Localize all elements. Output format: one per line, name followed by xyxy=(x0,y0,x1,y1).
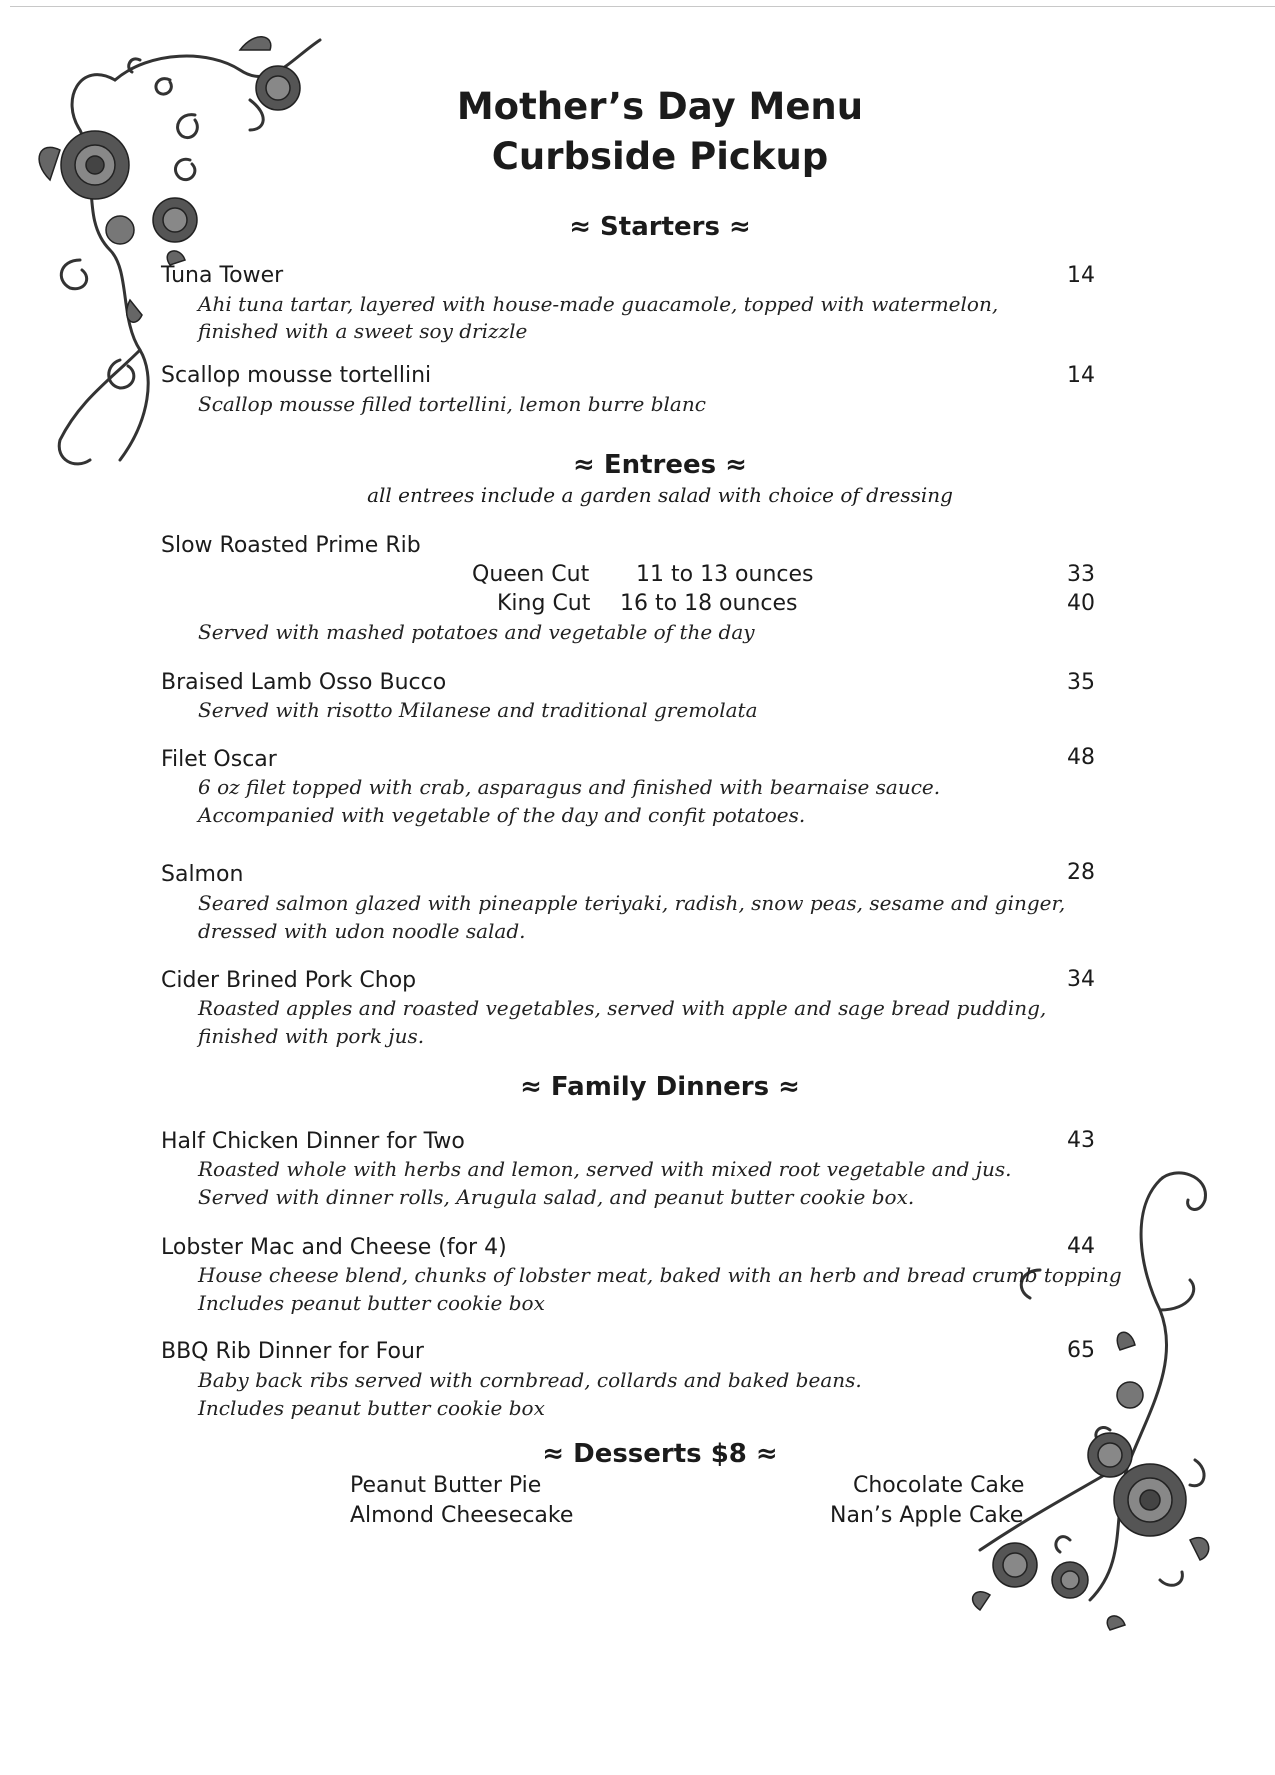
prime-rib-cut-size: 11 to 13 ounces xyxy=(636,562,814,587)
menu-item-name: BBQ Rib Dinner for Four xyxy=(161,1339,424,1364)
menu-item-price: 35 xyxy=(1067,670,1095,695)
menu-item-description: finished with a sweet soy drizzle xyxy=(198,319,528,343)
menu-item-description: Seared salmon glazed with pineapple teriyaki, radish, snow peas, sesame and ginger, xyxy=(198,891,1066,915)
dessert-item: Nan’s Apple Cake xyxy=(830,1503,1024,1528)
section-heading-family-dinners: ≈ Family Dinners ≈ xyxy=(520,1072,800,1102)
menu-item-price: 43 xyxy=(1067,1128,1095,1153)
menu-item-description: Roasted whole with herbs and lemon, served with mixed root vegetable and jus. xyxy=(198,1157,1012,1181)
floral-corner-bottom-right-icon xyxy=(960,1160,1240,1640)
section-heading-starters: ≈ Starters ≈ xyxy=(569,212,751,242)
prime-rib-cut-price: 33 xyxy=(1067,562,1095,587)
menu-item-description: Accompanied with vegetable of the day and confit potatoes. xyxy=(198,803,806,827)
menu-item-name: Lobster Mac and Cheese (for 4) xyxy=(161,1235,507,1260)
menu-item-description: Served with dinner rolls, Arugula salad, and peanut butter cookie box. xyxy=(198,1185,915,1209)
menu-item-price: 14 xyxy=(1067,263,1095,288)
page-top-line xyxy=(10,6,1275,7)
menu-item-price: 44 xyxy=(1067,1234,1095,1259)
menu-item-name: Scallop mousse tortellini xyxy=(161,363,432,388)
menu-item-price: 65 xyxy=(1067,1338,1095,1363)
page-title: Mother’s Day Menu xyxy=(456,85,864,128)
menu-item-name: Filet Oscar xyxy=(161,747,277,772)
prime-rib-cut-label: Queen Cut xyxy=(472,562,590,587)
prime-rib-cut-size: 16 to 18 ounces xyxy=(620,591,798,616)
menu-item-price: 28 xyxy=(1067,860,1095,885)
menu-item-description: Ahi tuna tartar, layered with house-made guacamole, topped with watermelon, xyxy=(198,292,999,316)
menu-item-description: Baby back ribs served with cornbread, collards and baked beans. xyxy=(198,1368,862,1392)
menu-item-price: 14 xyxy=(1067,363,1095,388)
prime-rib-cut-label: King Cut xyxy=(497,591,591,616)
menu-item-description: Served with risotto Milanese and traditional gremolata xyxy=(198,698,758,722)
menu-item-name: Half Chicken Dinner for Two xyxy=(161,1129,465,1154)
menu-item-name: Tuna Tower xyxy=(161,263,284,288)
menu-item-name: Cider Brined Pork Chop xyxy=(161,968,417,993)
menu-item-description: dressed with udon noodle salad. xyxy=(198,919,526,943)
section-heading-desserts: ≈ Desserts $8 ≈ xyxy=(542,1439,778,1469)
menu-item-name: Slow Roasted Prime Rib xyxy=(161,533,421,558)
menu-item-description: House cheese blend, chunks of lobster meat, baked with an herb and bread crumb topping xyxy=(198,1263,1122,1287)
menu-item-description: Scallop mousse filled tortellini, lemon burre blanc xyxy=(198,392,706,416)
dessert-item: Chocolate Cake xyxy=(853,1473,1025,1498)
entrees-note: all entrees include a garden salad with choice of dressing xyxy=(367,483,953,507)
menu-item-description: Includes peanut butter cookie box xyxy=(198,1396,545,1420)
dessert-item: Almond Cheesecake xyxy=(350,1503,574,1528)
menu-item-price: 34 xyxy=(1067,967,1095,992)
dessert-item: Peanut Butter Pie xyxy=(350,1473,542,1498)
page-subtitle: Curbside Pickup xyxy=(491,135,829,178)
menu-item-name: Salmon xyxy=(161,862,244,887)
menu-item-description: Includes peanut butter cookie box xyxy=(198,1291,545,1315)
menu-item-description: Roasted apples and roasted vegetables, served with apple and sage bread pudding, xyxy=(198,996,1047,1020)
menu-item-price: 48 xyxy=(1067,745,1095,770)
section-heading-entrees: ≈ Entrees ≈ xyxy=(573,450,747,480)
menu-item-description: finished with pork jus. xyxy=(198,1024,425,1048)
prime-rib-cut-price: 40 xyxy=(1067,591,1095,616)
menu-item-name: Braised Lamb Osso Bucco xyxy=(161,670,447,695)
menu-item-description: Served with mashed potatoes and vegetable of the day xyxy=(198,620,755,644)
menu-item-description: 6 oz filet topped with crab, asparagus and finished with bearnaise sauce. xyxy=(198,775,941,799)
